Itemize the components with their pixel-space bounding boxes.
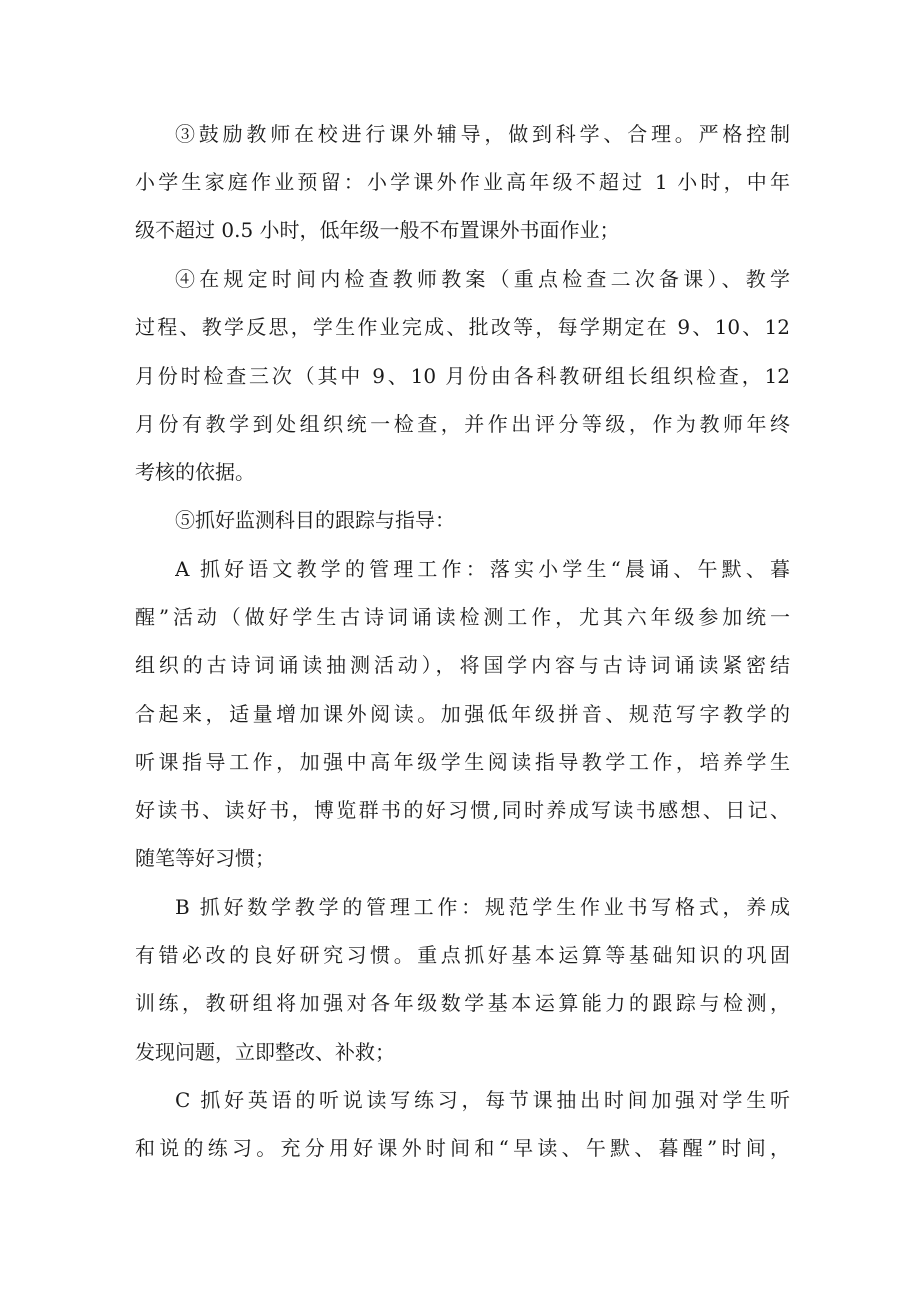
paragraph-b-line-1: B 抓好数学教学的管理工作：规范学生作业书写格式，养成 — [175, 895, 790, 919]
paragraph-a-line-6: 好读书、读好书，博览群书的好习惯,同时养成写读书感想、日记、 — [135, 798, 790, 822]
paragraph-c-line-1: C 抓好英语的听说读写练习，每节课抽出时间加强对学生听 — [175, 1088, 790, 1112]
paragraph-a-line-5: 听课指导工作，加强中高年级学生阅读指导教学工作，培养学生 — [135, 750, 790, 774]
paragraph-3-line-1: ③鼓励教师在校进行课外辅导，做到科学、合理。严格控制 — [175, 122, 790, 146]
paragraph-4-line-4: 月份有教学到处组织统一检查，并作出评分等级，作为教师年终 — [135, 412, 790, 436]
paragraph-a-line-3: 组织的古诗词诵读抽测活动），将国学内容与古诗词诵读紧密结 — [135, 653, 790, 677]
paragraph-b-line-4: 发现问题，立即整改、补救； — [135, 1040, 395, 1064]
paragraph-3-line-3: 级不超过 0.5 小时，低年级一般不布置课外书面作业； — [135, 218, 620, 242]
paragraph-4-line-3: 月份时检查三次（其中 9、10 月份由各科教研组长组织检查，12 — [135, 364, 790, 388]
paragraph-a-line-1: A 抓好语文教学的管理工作：落实小学生“晨诵、午默、暮 — [175, 557, 790, 581]
paragraph-a-line-4: 合起来，适量增加课外阅读。加强低年级拼音、规范写字教学的 — [135, 702, 790, 726]
paragraph-4-line-5: 考核的依据。 — [135, 460, 255, 484]
paragraph-a-line-2: 醒”活动（做好学生古诗词诵读检测工作，尤其六年级参加统一 — [135, 605, 790, 629]
paragraph-4-line-2: 过程、教学反思，学生作业完成、批改等，每学期定在 9、10、12 — [135, 315, 790, 339]
paragraph-c-line-2: 和说的练习。充分用好课外时间和“早读、午默、暮醒”时间， — [135, 1136, 790, 1160]
paragraph-5-line-1: ⑤抓好监测科目的跟踪与指导： — [175, 508, 455, 532]
paragraph-4-line-1: ④在规定时间内检查教师教案（重点检查二次备课）、教学 — [175, 267, 790, 291]
paragraph-3-line-2: 小学生家庭作业预留：小学课外作业高年级不超过 1 小时，中年 — [135, 170, 790, 194]
paragraph-a-line-7: 随笔等好习惯； — [135, 846, 275, 870]
paragraph-b-line-3: 训练，教研组将加强对各年级数学基本运算能力的跟踪与检测， — [135, 991, 790, 1015]
paragraph-b-line-2: 有错必改的良好研究习惯。重点抓好基本运算等基础知识的巩固 — [135, 943, 790, 967]
